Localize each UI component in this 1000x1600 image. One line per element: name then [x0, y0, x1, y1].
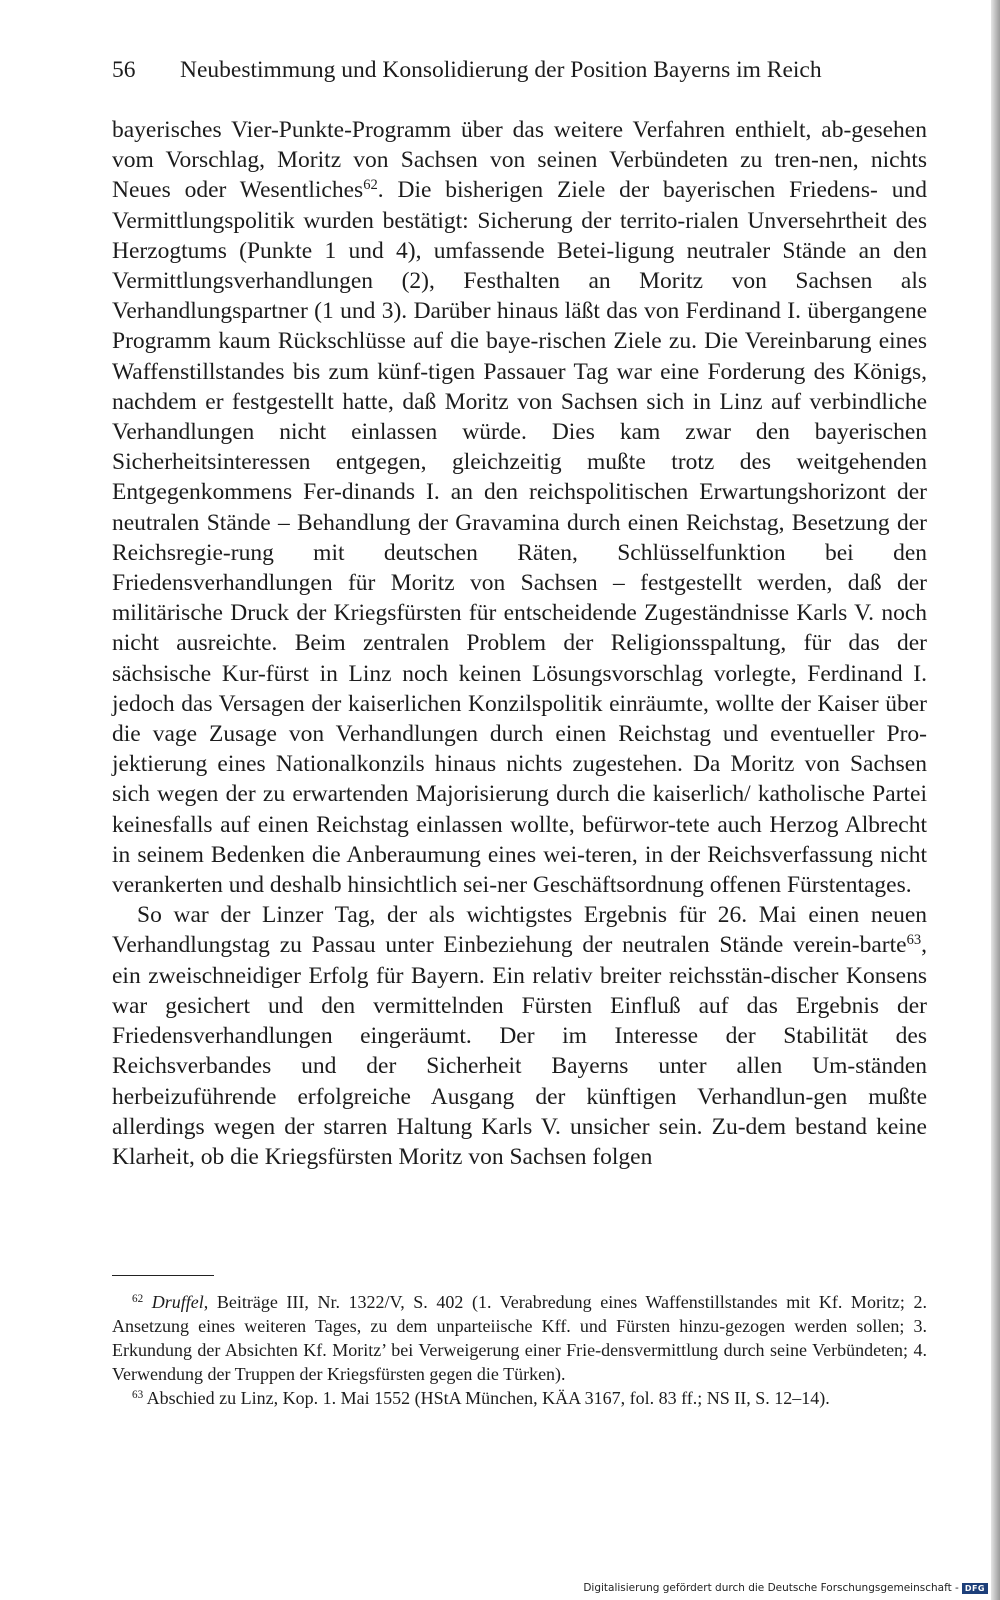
- footnotes: [112, 1290, 927, 1410]
- footnote-ref-62[interactable]: 62: [363, 177, 378, 194]
- digitization-credit: [583, 1582, 988, 1594]
- paragraph-1: bayerisches Vier-Punkte-Programm über das weitere Verfahren enthielt, ab-gesehen vom Vorschlag, Moritz von Sachsen von seinen Verbündeten zu tren-nen, nichts Neues oder Wesentliches$^{62}$. Die bisherigen Ziele der bayerischen Friedens- und Vermittlungspolitik wurden bestätigt: Sicherung der territo-rialen Unversehrtheit des Herzogtums (Punkte 1 und 4), umfassende Betei-ligung neutraler Stände an den Vermittlungsverhandlungen (2), Festhalten an Moritz von Sachsen als Verhandlungspartner (1 und 3). Darüber hinaus läßt das von Ferdinand I. übergangene Programm kaum Rückschlüsse auf die baye-rischen Ziele zu. Die Vereinbarung eines Waffenstillstandes bis zum künf-tigen Passauer Tag war eine Forderung des Königs, nachdem er festgestellt hatte, daß Moritz von Sachsen sich in Linz auf verbindliche Verhandlungen nicht einlassen würde. Dies kam zwar den bayerischen Sicherheitsinteressen entgegen, gleichzeitig mußte trotz des weitgehenden Entgegenkommens Fer-dinands I. an den reichspolitischen Erwartungshorizont der neutralen Stände – Behandlung der Gravamina durch einen Reichstag, Besetzung der Reichsregie-rung mit deutschen Räten, Schlüsselfunktion bei den Friedensverhandlungen für Moritz von Sachsen – festgestellt werden, daß der militärische Druck der Kriegsfürsten für entscheidende Zugeständnisse Karls V. noch nicht ausreichte. Beim zentralen Problem der Religionsspaltung, für das der sächsische Kur-fürst in Linz noch keinen Lösungsvorschlag vorlegte, Ferdinand I. jedoch das Versagen der kaiserlichen Konzilspolitik einräumte, wollte der Kaiser über die vage Zusage von Verhandlungen durch einen Reichstag und eventueller Pro-jektierung eines Nationalkonzils hinaus nichts zugestehen. Da Moritz von Sachsen sich wegen der zu erwartenden Majorisierung durch die kaiserlich/ katholische Partei keinesfalls auf einen Reichstag einlassen wollte, befürwor-tete auch Herzog Albrecht in seinem Bedenken die Anberaumung eines wei-teren, in der Reichsverfassung nicht verankerten und deshalb hinsichtlich sei-ner Geschäftsordnung offenen Fürstentages.: [112, 117, 927, 899]
- dfg-logo: DFG: [962, 1583, 988, 1594]
- page-number: 56: [112, 57, 136, 83]
- scan-edge-shadow: [991, 0, 1000, 1600]
- running-header: [112, 55, 932, 85]
- credit-text: Digitalisierung gefördert durch die Deutsche Forschungsgemeinschaft -: [583, 1582, 959, 1594]
- footnote-62: $^{62}$ Druffel, Beiträge III, Nr. 1322/V, S. 402 (1. Verabredung eines Waffenstillstandes mit Kf. Moritz; 2. Ansetzung eines weiteren Tages, zu dem unparteiische Kff. und Fürsten hinzu-gezogen werden sollen; 3. Erkundung der Absichten Kf. Moritz’ bei Verweigerung einer Frie-densvermittlung durch seine Verbündeten; 4. Verwendung der Truppen der Kriegsfürsten gegen die Türken).: [112, 1292, 928, 1384]
- footnote-separator: [112, 1275, 214, 1276]
- running-title: Neubestimmung und Konsolidierung der Position Bayerns im Reich: [180, 57, 822, 83]
- body-text: [112, 115, 927, 1172]
- paragraph-2: So war der Linzer Tag, der als wichtigstes Ergebnis für 26. Mai einen neuen Verhandlungstag zu Passau unter Einbeziehung der neutralen Stände verein-barte$^{63}$, ein zweischneidiger Erfolg für Bayern. Ein relativ breiter reichsstän-discher Konsens war gesichert und den vermittelnden Fürsten Einfluß auf das Ergebnis der Friedensverhandlungen eingeräumt. Der im Interesse der Stabilität des Reichsverbandes und der Sicherheit Bayerns unter allen Um-ständen herbeizuführende erfolgreiche Ausgang der künftigen Verhandlun-gen mußte allerdings wegen der starren Haltung Karls V. unsicher sein. Zu-dem bestand keine Klarheit, ob die Kriegsfürsten Moritz von Sachsen folgen: [112, 902, 927, 1170]
- footnote-ref-63[interactable]: 63: [906, 932, 922, 949]
- footnote-63: $^{63}$ Abschied zu Linz, Kop. 1. Mai 1552 (HStA München, KÄA 3167, fol. 83 ff.; NS II, S. 12–14).: [132, 1388, 830, 1408]
